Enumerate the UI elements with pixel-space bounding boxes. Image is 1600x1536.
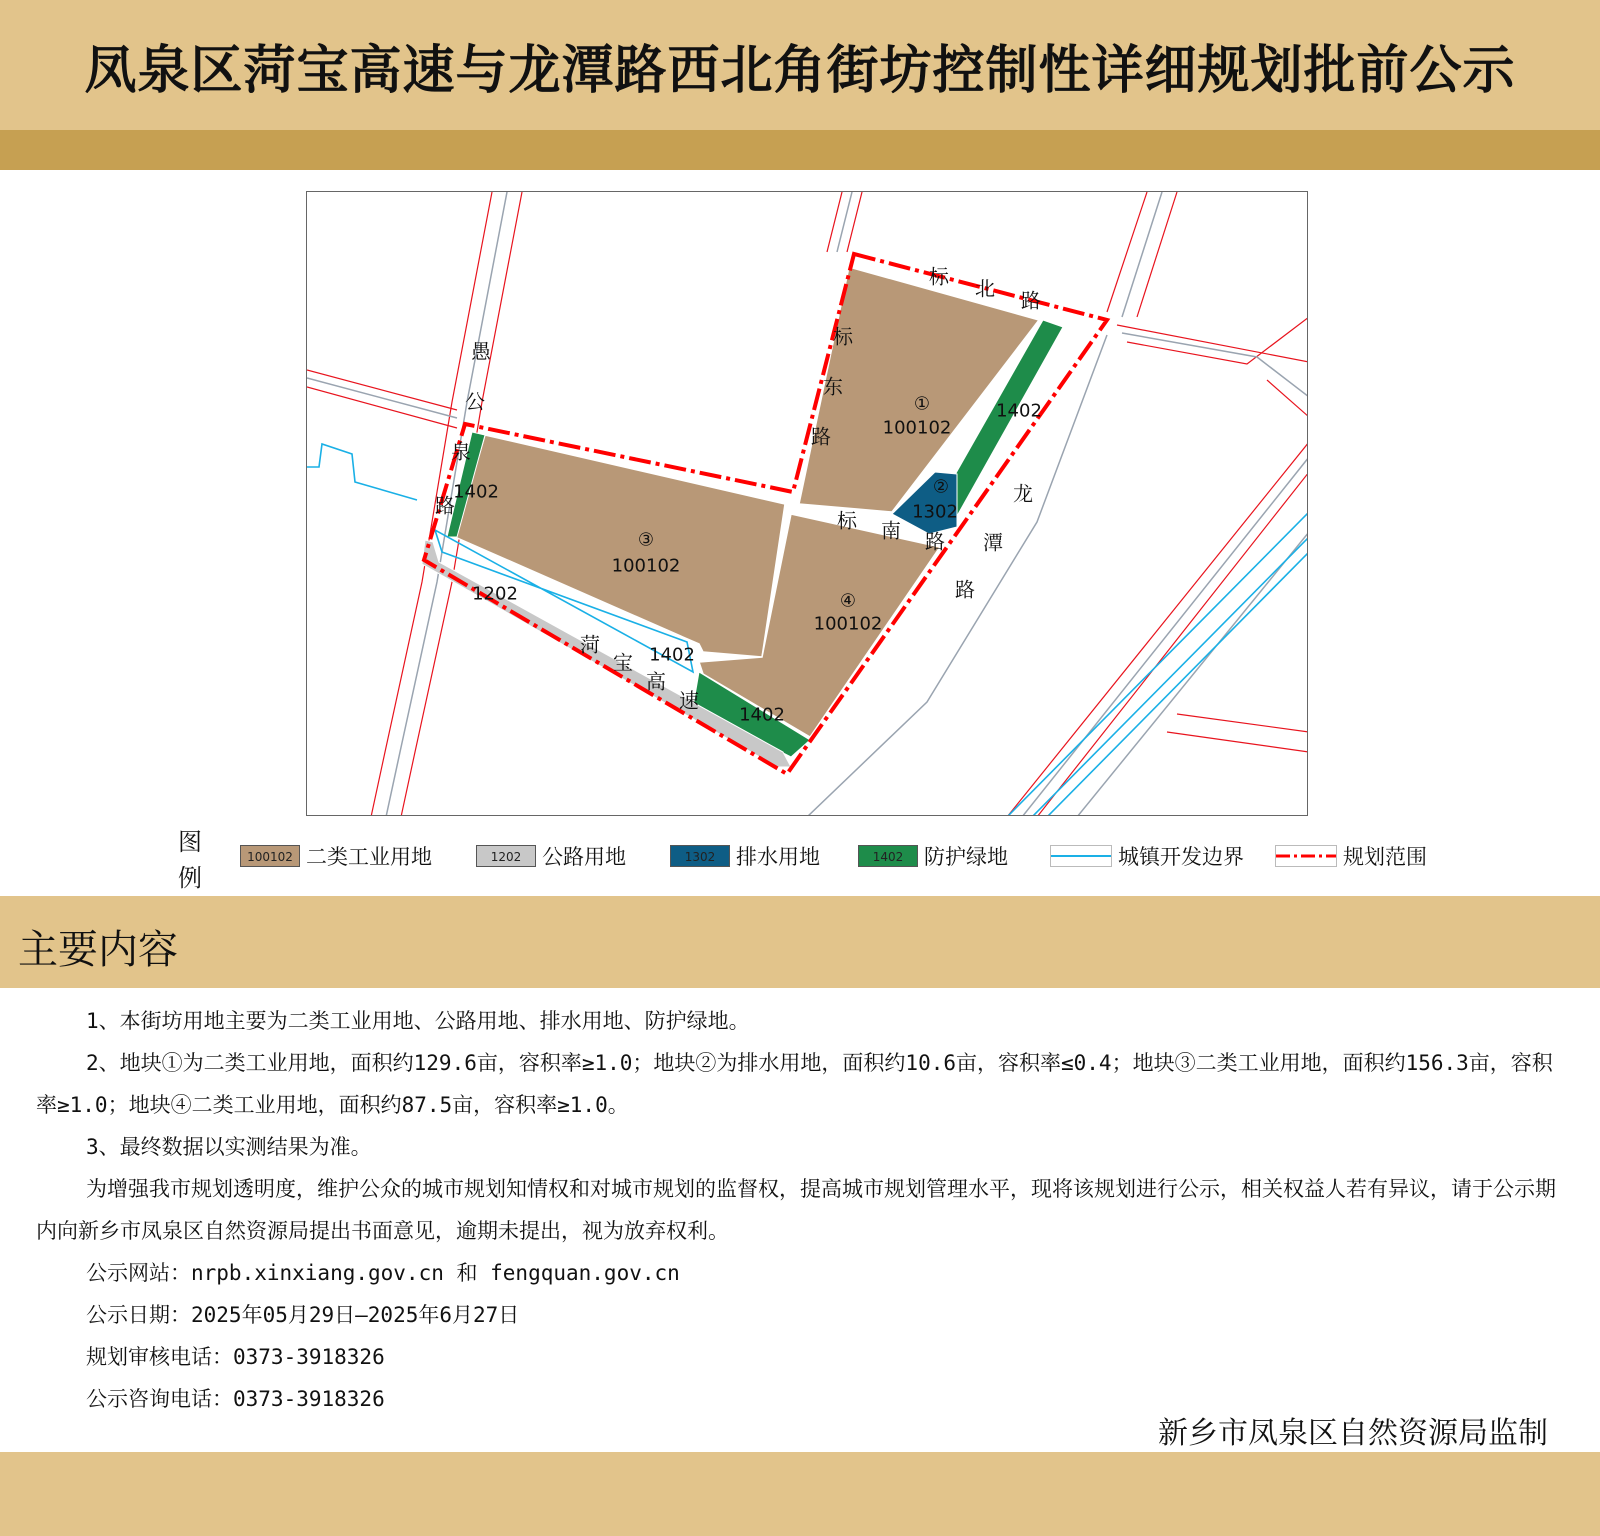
road-biaobei-1: 标 (929, 264, 949, 289)
road-huigong-1: 愚 (471, 339, 491, 364)
content-paragraph: 2、地块①为二类工业用地，面积约129.6亩，容积率≥1.0；地块②为排水用地，面积约10.6亩，容积率≤0.4；地块③二类工业用地，面积约156.3亩，容积率≥1.0；地块④二类工业用地，面积约87.5亩，容积率≥1.0。 (36, 1051, 1553, 1117)
issuer: 新乡市凤泉区自然资源局监制 (1158, 1416, 1548, 1451)
content-paragraph: 1、本街坊用地主要为二类工业用地、公路用地、排水用地、防护绿地。 (86, 1009, 750, 1033)
parcel-3-industrial (455, 435, 785, 657)
green-label-1: 1402 (996, 400, 1042, 422)
road-hebao-4: 速 (679, 688, 699, 713)
road-longtan-2: 潭 (983, 530, 1003, 555)
road-biaodong-3: 路 (811, 424, 831, 449)
parcel-3-code: 100102 (611, 555, 681, 577)
road-biaonan-1: 标 (837, 508, 857, 533)
legend-item-planning-boundary (1275, 842, 1427, 870)
legend-label-drainage: 排水用地 (736, 845, 820, 869)
road-huigong-2: 公 (465, 389, 485, 414)
content-band (0, 896, 1600, 988)
road-biaonan-2: 南 (881, 518, 901, 543)
legend-item-green (858, 842, 1008, 870)
road-biaobei-3: 路 (1021, 288, 1041, 313)
legend-swatch-green: 1402 (858, 845, 918, 867)
parcel-4-number: ④ (839, 590, 857, 612)
green-label-4: 1402 (739, 704, 785, 726)
legend-item-highway (476, 842, 626, 870)
legend-label-highway: 公路用地 (542, 845, 626, 869)
road-quan-1: 泉 (451, 439, 471, 464)
parcel-2-number: ② (932, 476, 950, 498)
content-inquiry-phone: 公示咨询电话：0373-3918326 (86, 1387, 385, 1411)
legend-label-industrial: 二类工业用地 (306, 845, 432, 869)
map-canvas (307, 192, 1308, 816)
content-body (36, 1000, 1566, 1420)
parcel-1-number: ① (913, 393, 931, 415)
legend-swatch-industrial: 100102 (240, 845, 300, 867)
legend-label-urban-boundary: 城镇开发边界 (1118, 845, 1244, 869)
green-label-2: 1402 (453, 481, 499, 503)
road-biaodong-1: 标 (833, 324, 853, 349)
road-hebao-1: 菏 (580, 632, 600, 657)
parcel-1-code: 100102 (882, 417, 952, 439)
content-website: 公示网站：nrpb.xinxiang.gov.cn 和 fengquan.gov.cn (86, 1261, 680, 1285)
road-hebao-3: 高 (646, 669, 666, 694)
legend-item-drainage (670, 842, 820, 870)
road-hebao-2: 宝 (613, 650, 633, 675)
legend-item-urban-boundary (1050, 842, 1244, 870)
green-label-3: 1402 (649, 644, 695, 666)
road-longtan-3: 路 (955, 577, 975, 602)
page-title: 凤泉区菏宝高速与龙潭路西北角街坊控制性详细规划批前公示 (84, 41, 1516, 101)
road-biaonan-3: 路 (925, 529, 945, 554)
title-strip (0, 130, 1600, 170)
road-biaodong-2: 东 (823, 374, 843, 399)
content-paragraph: 3、最终数据以实测结果为准。 (86, 1135, 372, 1159)
road-biaobei-2: 北 (975, 276, 995, 301)
parcel-4-code: 100102 (813, 613, 883, 635)
legend-swatch-highway: 1202 (476, 845, 536, 867)
legend-swatch-planning-boundary (1275, 844, 1337, 868)
road-longtan-1: 龙 (1013, 481, 1033, 506)
legend-label-planning-boundary: 规划范围 (1343, 845, 1427, 869)
content-review-phone: 规划审核电话：0373-3918326 (86, 1345, 385, 1369)
legend-title: 图例 (178, 828, 202, 892)
legend-label-green: 防护绿地 (924, 845, 1008, 869)
highway-code-label: 1202 (472, 583, 518, 605)
parcel-3-number: ③ (637, 529, 655, 551)
road-quan-2: 路 (435, 493, 455, 518)
legend-swatch-drainage: 1302 (670, 845, 730, 867)
content-heading: 主要内容 (18, 927, 178, 973)
content-date: 公示日期：2025年05月29日—2025年6月27日 (86, 1303, 520, 1327)
legend-item-industrial (240, 842, 432, 870)
content-paragraph: 为增强我市规划透明度，维护公众的城市规划知情权和对城市规划的监督权，提高城市规划管理水平，现将该规划进行公示，相关权益人若有异议，请于公示期内向新乡市凤泉区自然资源局提出书面意见，逾期未提出，视为放弃权利。 (36, 1177, 1556, 1243)
planning-map (306, 191, 1308, 816)
legend-swatch-urban-boundary (1050, 844, 1112, 868)
legend (0, 818, 1600, 896)
parcel-2-code: 1302 (912, 501, 958, 523)
bottom-band (0, 1452, 1600, 1536)
